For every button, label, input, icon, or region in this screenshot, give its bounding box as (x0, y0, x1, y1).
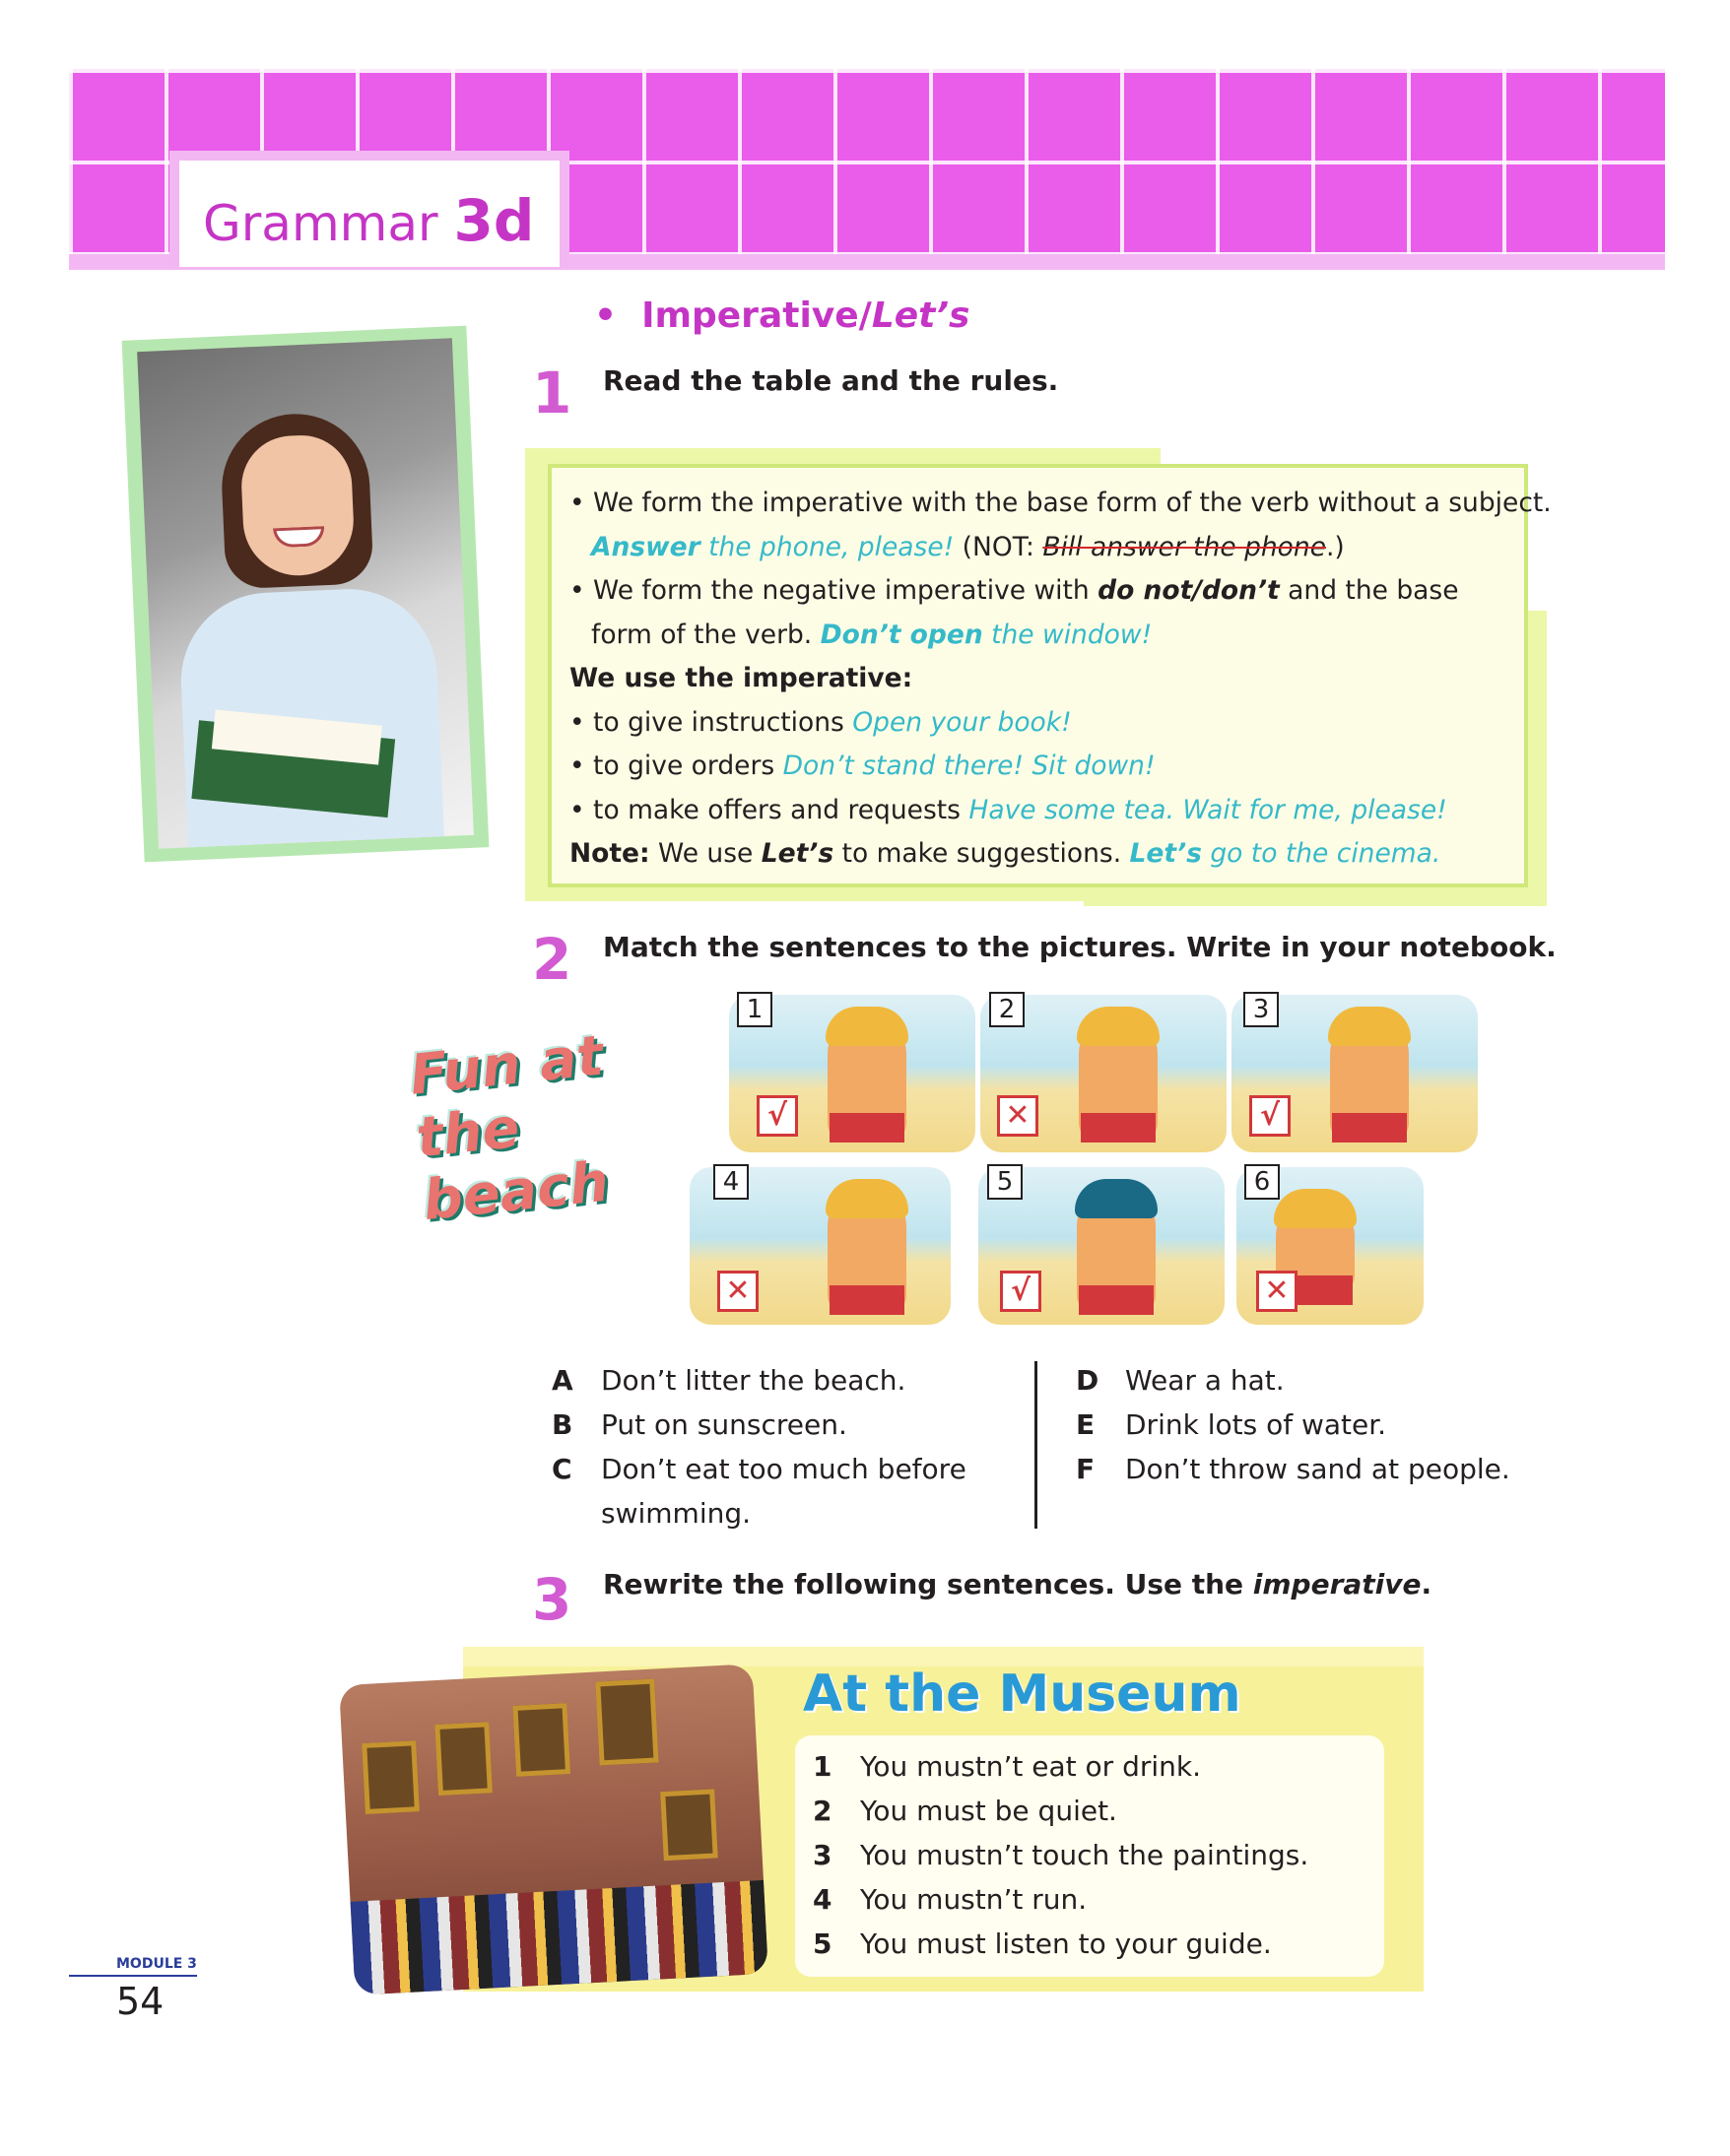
sentence-letter: B (552, 1408, 573, 1441)
sentence-text: Drink lots of water. (1125, 1408, 1387, 1441)
rule-1-example-verb: Answer (591, 531, 700, 562)
page-number: 54 (116, 1980, 165, 2023)
use-1-text: • to give instructions (569, 706, 853, 738)
note (569, 832, 1506, 877)
boy-shorts (1332, 1113, 1407, 1143)
subtitle-main: Imperative/ (641, 295, 872, 336)
boy-shorts (1079, 1285, 1154, 1315)
rule-1-text: • We form the imperative with the base form of the verb without a subject. (569, 488, 1552, 518)
cross-icon: ✕ (717, 1271, 759, 1312)
painting (434, 1722, 493, 1796)
sentence-letter: E (1076, 1408, 1096, 1441)
rule-2-bold: do not/don’t (1098, 575, 1280, 606)
instruction-imperative: imperative (1252, 1568, 1422, 1601)
note-example-lets: Let’s (1129, 838, 1202, 869)
sentence-letter: A (552, 1364, 573, 1397)
museum-photo (339, 1664, 768, 1995)
item-text: You mustn’t run. (860, 1883, 1088, 1916)
picture-number-6: 6 (1244, 1164, 1280, 1200)
boy-hair (1328, 1007, 1411, 1046)
instruction-post: . (1421, 1568, 1432, 1601)
sentence-text: Don’t eat too much before (601, 1453, 966, 1485)
instruction-pre: Rewrite the following sentences. Use the (603, 1568, 1253, 1601)
rule-1 (569, 482, 1552, 526)
exercise-number-3: 3 (532, 1566, 572, 1633)
cross-icon: ✕ (997, 1095, 1038, 1137)
teacher-face (239, 433, 356, 578)
section-subtitle (594, 295, 969, 336)
fun-at-the-beach-heading (406, 1014, 716, 1234)
sentence-letter: F (1076, 1453, 1096, 1485)
item-number: 3 (813, 1839, 832, 1871)
use-3-example: Have some tea. Wait for me, please! (968, 794, 1447, 825)
use-2 (569, 745, 1506, 789)
subtitle-bullet: • (594, 295, 618, 336)
subtitle-lets: Let’s (871, 295, 970, 336)
use-1-example: Open your book! (852, 706, 1072, 738)
item-text: You mustn’t eat or drink. (860, 1750, 1202, 1783)
exercise-3-instruction (603, 1568, 1431, 1601)
column-divider (1034, 1361, 1037, 1529)
use-2-example: Don’t stand there! Sit down! (782, 751, 1156, 781)
rule-1-example (569, 526, 1506, 570)
tick-icon: √ (1000, 1271, 1041, 1312)
note-lets: Let’s (761, 838, 834, 869)
teacher-photo (137, 338, 474, 848)
sentence-text-line-2: swimming. (601, 1497, 752, 1530)
rule-2-text: • We form the negative imperative with (569, 575, 1098, 606)
boy-hair (826, 1007, 908, 1046)
rule-2-line-2 (569, 614, 1506, 658)
boy-hair (826, 1179, 908, 1218)
item-text: You must be quiet. (860, 1795, 1117, 1827)
title-word: Grammar (203, 195, 438, 252)
title-number: 3d (453, 187, 535, 254)
note-text-2: to make suggestions. (833, 838, 1130, 869)
boy-shorts (1081, 1113, 1156, 1143)
cross-icon: ✕ (1256, 1271, 1298, 1312)
sentence-letter: D (1076, 1364, 1099, 1397)
exercise-number-2: 2 (532, 926, 572, 993)
module-label: MODULE 3 (116, 1956, 197, 1972)
rule-2-line2-text: form of the verb. (591, 619, 821, 650)
boy-hair (1077, 1007, 1160, 1046)
page-title (203, 187, 534, 254)
item-number: 2 (813, 1795, 832, 1827)
boy-shorts (830, 1285, 904, 1315)
painting (660, 1789, 718, 1861)
exercise-1-instruction: Read the table and the rules. (603, 364, 1059, 397)
tick-icon: √ (1249, 1095, 1291, 1137)
picture-number-2: 2 (989, 992, 1025, 1027)
use-1 (569, 701, 1506, 746)
note-label: Note: (569, 838, 650, 869)
boy-hair (1274, 1189, 1357, 1228)
item-text: You mustn’t touch the paintings. (860, 1839, 1309, 1871)
museum-background-top (463, 1647, 1424, 1666)
painting (512, 1703, 570, 1777)
rule-2 (569, 569, 1506, 614)
boy-shorts (830, 1113, 904, 1143)
use-3 (569, 789, 1506, 833)
exercise-number-1: 1 (532, 359, 572, 426)
rule-2-example-rest: the window! (982, 619, 1153, 650)
exercise-2-instruction: Match the sentences to the pictures. Write in your notebook. (603, 931, 1557, 963)
picture-number-5: 5 (987, 1164, 1023, 1200)
sentence-text: Don’t litter the beach. (601, 1364, 906, 1397)
use-3-text: • to make offers and requests (569, 794, 969, 825)
heading-line-2: the beach (413, 1095, 612, 1234)
picture-number-3: 3 (1243, 992, 1279, 1027)
painting (362, 1740, 420, 1814)
picture-number-1: 1 (737, 992, 772, 1027)
tick-icon: √ (757, 1095, 798, 1137)
item-number: 1 (813, 1750, 832, 1783)
use-heading: We use the imperative: (569, 663, 913, 693)
rule-1-example-rest: the phone, please! (699, 531, 955, 562)
rule-1-not-open: (NOT: (954, 531, 1043, 562)
item-text: You must listen to your guide. (860, 1927, 1272, 1960)
rule-1-struck-example: Bill answer the phone (1042, 531, 1326, 562)
note-text: We use (649, 838, 762, 869)
note-example-rest: go to the cinema. (1201, 838, 1441, 869)
rule-2-post: and the base (1279, 575, 1459, 606)
item-number: 4 (813, 1883, 832, 1916)
sentence-text: Put on sunscreen. (601, 1408, 847, 1441)
sentence-text: Don’t throw sand at people. (1125, 1453, 1510, 1485)
item-number: 5 (813, 1927, 832, 1960)
boy-hat (1075, 1179, 1158, 1218)
module-rule (69, 1975, 197, 1977)
rule-2-example-verb: Don’t open (820, 619, 983, 650)
heading-line-1: Fun at (406, 1023, 607, 1108)
museum-heading: At the Museum (803, 1665, 1241, 1724)
rule-1-not-close: .) (1326, 531, 1345, 562)
rules-table (548, 464, 1552, 887)
sentence-letter: C (552, 1453, 572, 1485)
sentence-text: Wear a hat. (1125, 1364, 1285, 1397)
use-2-text: • to give orders (569, 751, 783, 781)
painting (595, 1678, 658, 1765)
picture-number-4: 4 (713, 1164, 749, 1200)
